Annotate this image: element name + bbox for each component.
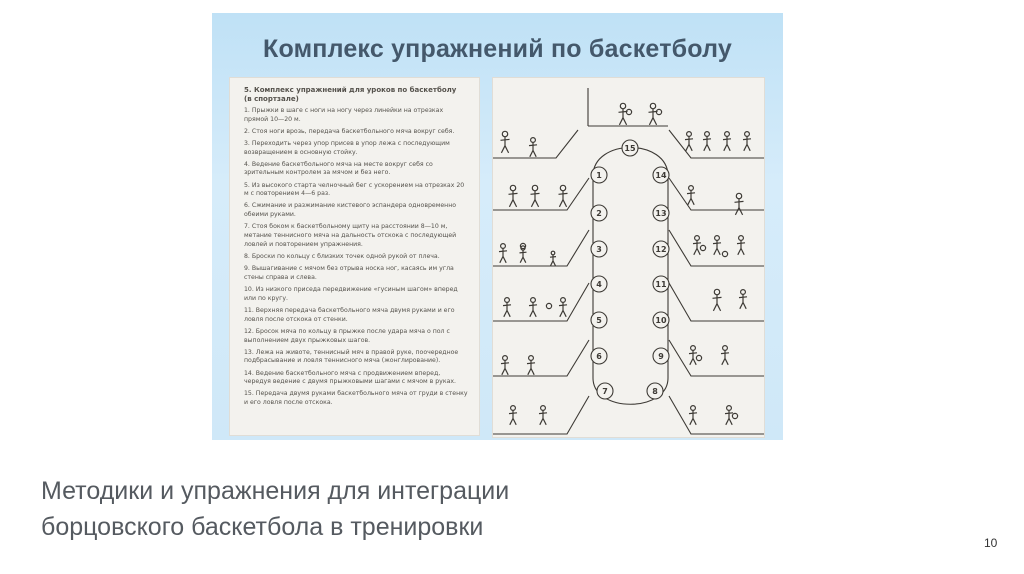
athlete-figure [687,186,695,205]
exercise-circuit-diagram [493,78,764,437]
exercise-item: 4. Ведение баскетбольного мяча на месте вокруг себя со зрительным контролем за мячом и без него. [244,160,433,177]
athlete-figure [509,185,518,207]
station-number: 5 [596,316,602,325]
station-number: 3 [596,245,602,254]
athlete-figure [619,103,628,125]
track-oval [593,148,668,405]
ball-icon [546,303,551,308]
exercise-item: 8. Броски по кольцу с близких точек одной рукой от плеча. [244,252,440,260]
station-marker [597,383,613,399]
station-number: 1 [596,171,602,180]
exercise-item: 10. Из низкого приседа передвижение «гусиным шагом» вперед или по кругу. [244,285,458,302]
athlete-figure [685,132,693,151]
slide-caption [41,473,761,545]
diagram-page [492,77,765,438]
shelf-line [669,340,764,376]
athlete-figure [550,251,556,265]
text-page [229,77,480,436]
athlete-figure [539,406,547,425]
ball-icon [700,245,705,250]
exercise-item: 3. Переходить через упор присев в упор лежа с последующим возвращением в основную стойку. [244,139,450,156]
athlete-figure [713,289,722,311]
station-number: 14 [655,171,667,180]
station-number: 8 [652,387,658,396]
station-marker [653,241,669,257]
exercise-item: 7. Стоя боком к баскетбольному щиту на расстоянии 8—10 м, метание теннисного мяча на дальность отскока с последующей ловлей и повторением упражнения. [244,223,457,248]
station-marker [653,205,669,221]
athlete-figure [503,298,511,317]
athlete-figure [499,244,507,263]
athlete-figure [713,236,721,255]
athlete-figure [721,346,729,365]
athlete-figure [559,298,567,317]
station-number: 11 [655,280,667,289]
exercise-item: 12. Бросок мяча по кольцу в прыжке после удара мяча о пол с выполнением двух прыжковых шагов. [244,327,450,344]
athlete-figure [693,236,701,255]
athlete-figure [529,298,537,317]
caption-line-2: борцовского баскетбола в тренировки [41,513,484,541]
athlete-figure [529,138,537,157]
athlete-figure [531,185,540,207]
ball-icon [722,251,727,256]
exercise-item: 9. Вышагивание с мячом без отрыва носка ног, касаясь им угла стены справа и слева. [244,265,454,281]
athlete-figure [501,356,509,375]
athlete-figure [689,346,697,365]
station-marker [653,276,669,292]
station-marker [653,167,669,183]
station-number: 2 [596,209,602,218]
athlete-figure [527,356,535,375]
athlete-figure [735,193,744,215]
athlete-figure [501,131,510,153]
athlete-figure [649,103,658,125]
station-marker [653,348,669,364]
exercise-item: 13. Лежа на животе, теннисный мяч в правой руке, поочередное подбрасывание и ловля теннисного мяча (жонглирование). [244,348,459,365]
slide-image [212,13,783,440]
station-marker [591,205,607,221]
shelf-line [669,396,764,434]
shelf-line [669,178,764,210]
image-title: Комплекс упражнений по баскетболу [262,35,732,63]
shelf-line [493,130,578,158]
athlete-figure [559,185,568,207]
station-marker [622,140,638,156]
exercise-item: 5. Из высокого старта челночный бег с ускорением на отрезках 20 м с повторением 4—6 раз. [244,181,465,198]
text-subheading: (в спортзале) [244,94,299,103]
exercise-item: 1. Прыжки в шаге с ноги на ногу через линейки на отрезках прямой 10—20 м. [244,106,444,123]
station-marker [591,348,607,364]
station-number: 6 [596,352,602,361]
station-marker [647,383,663,399]
exercise-item: 2. Стоя ноги врозь, передача баскетбольного мяча вокруг себя. [244,127,455,135]
station-number: 4 [596,280,602,289]
text-heading: 5. Комплекс упражнений для уроков по баскетболу [244,86,457,94]
athlete-figure [739,290,747,309]
station-marker [653,312,669,328]
ball-icon [696,355,701,360]
exercise-item: 15. Передача двумя руками баскетбольного мяча от груди в стенку и его ловля после отскока. [244,390,468,407]
station-marker [591,167,607,183]
station-marker [591,312,607,328]
shelf-line [493,178,589,210]
athlete-figure [743,132,751,151]
caption-line-1: Методики и упражнения для интеграции [41,477,510,505]
athlete-figure [689,406,697,425]
exercise-item: 11. Верхняя передача баскетбольного мяча двумя руками и его ловля после отскока от стенки. [244,306,455,323]
station-marker [591,276,607,292]
exercise-item: 6. Сжимание и разжимание кистевого эспандера одновременно обеими руками. [244,202,457,219]
page-number: 10 [984,536,998,550]
station-number: 10 [655,316,667,325]
station-number: 12 [655,245,667,254]
ball-icon [732,413,737,418]
athlete-figure [737,236,745,255]
athlete-figure [509,406,517,425]
station-number: 9 [658,352,664,361]
station-number: 7 [602,387,608,396]
exercise-list [244,107,469,408]
station-marker [591,241,607,257]
shelf-line [493,396,589,434]
athlete-figure [725,406,733,425]
athlete-figure [723,132,731,151]
athlete-figure [703,132,711,151]
station-number: 13 [655,209,667,218]
station-number: 15 [624,144,636,153]
shelf-line [493,230,589,266]
exercise-item: 14. Ведение баскетбольного мяча с продвижением вперед, чередуя ведение с двумя прыжковыми шагами с мячом в руках. [244,369,457,386]
